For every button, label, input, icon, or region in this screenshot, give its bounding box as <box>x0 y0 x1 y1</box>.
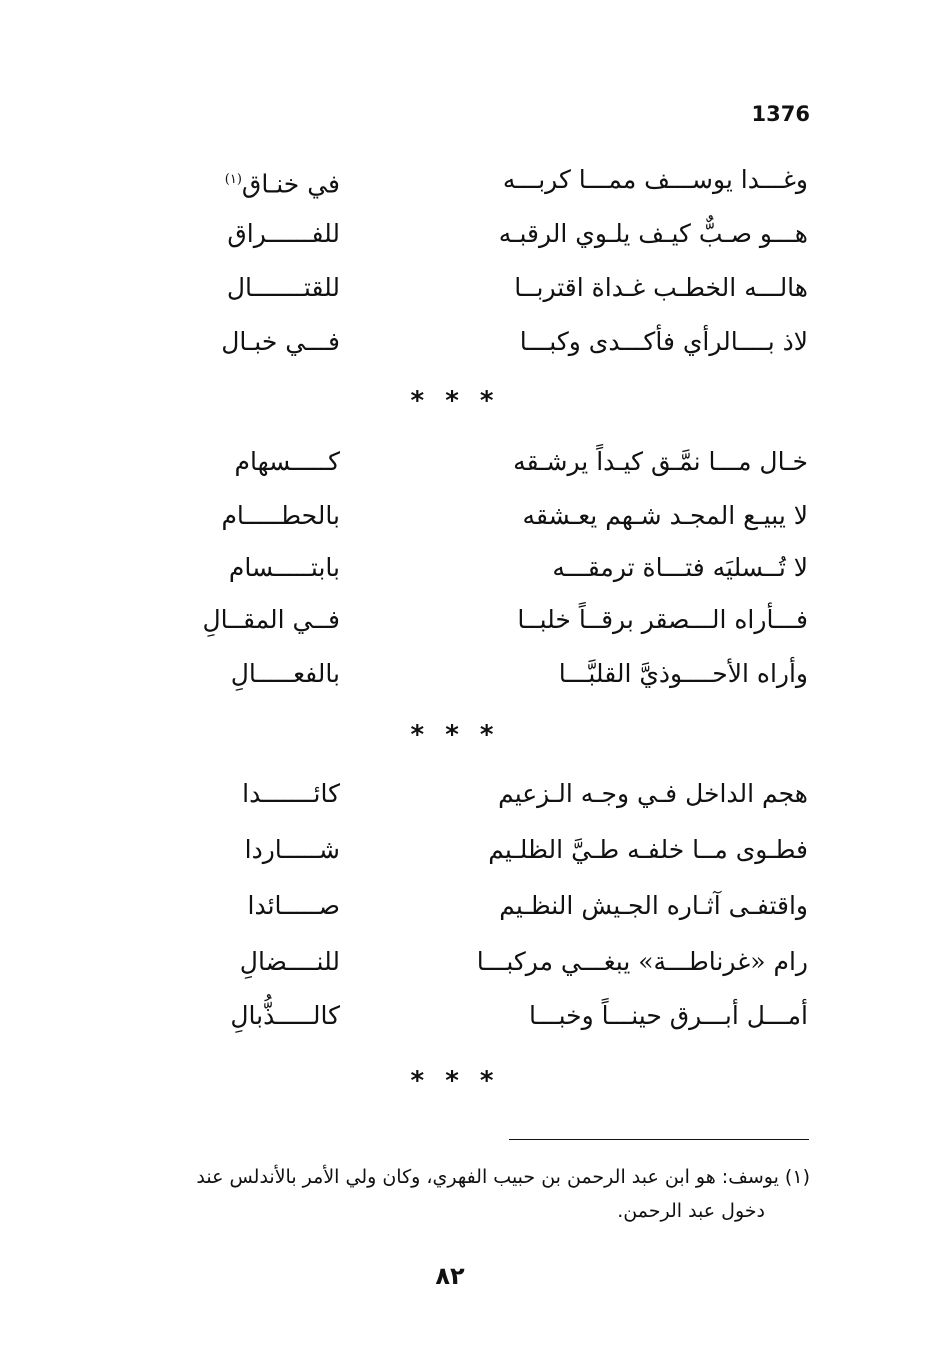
verse-first-hemistich: واقتفـى آثـاره الجـيش النظـيم <box>499 891 808 920</box>
verse-second-hemistich: بالفعـــــالِ <box>230 659 340 688</box>
verse-second-hemistich: للفــــــراق <box>227 219 340 248</box>
verse-second-hemistich: بالحطـــــام <box>221 501 340 530</box>
stanza-separator: * * * <box>410 720 500 750</box>
verse-second-hemistich: شـــــاردا <box>244 835 340 864</box>
verse-first-hemistich: وأراه الأحــــوذيَّ القلبَّـــا <box>558 659 808 688</box>
verse-line <box>0 496 938 536</box>
verse-first-hemistich: أمـــل أبـــرق حينـــاً وخبـــا <box>529 1001 808 1030</box>
verse-second-hemistich: للقتـــــــال <box>226 273 340 302</box>
page-identifier: 1376 <box>751 102 810 126</box>
verse-first-hemistich: هالـــه الخطـب غـداة اقتربــا <box>514 273 808 302</box>
footnote-marker: (١) <box>224 172 242 187</box>
page-number: ٨٢ <box>435 1262 465 1290</box>
verse-first-hemistich: لا تُــسليَه فتـــاة ترمقـــه <box>552 553 808 582</box>
verse-second-hemistich: صـــــائدا <box>247 891 340 920</box>
footnote-line: (١) يوسف: هو ابن عبد الرحمن بن حبيب الفهري، وكان ولي الأمر بالأندلس عند <box>196 1166 810 1188</box>
verse-line <box>0 214 938 254</box>
verse-first-hemistich: فطـوى مــا خلفـه طـيَّ الظلـيم <box>488 835 808 864</box>
verse-second-hemistich <box>200 160 340 204</box>
verse-line <box>0 442 938 482</box>
hemistich-text: في خنـاق <box>241 169 340 199</box>
verse-line <box>0 268 938 308</box>
verse-line <box>0 160 938 200</box>
verse-line <box>0 548 938 588</box>
stanza-separator: * * * <box>410 1066 500 1096</box>
verse-line <box>0 996 938 1036</box>
verse-line <box>0 942 938 982</box>
verse-line <box>0 322 938 362</box>
verse-second-hemistich: فـــي خبـال <box>221 327 340 356</box>
verse-first-hemistich: فـــأراه الـــصقر برقــاً خلبــا <box>517 605 808 634</box>
verse-second-hemistich: كـــــسهام <box>234 447 340 476</box>
stanza-separator: * * * <box>410 386 500 416</box>
verse-first-hemistich: خـال مـــا نمَّـق كيـداً يرشـقه <box>513 447 808 476</box>
verse-line <box>0 830 938 870</box>
verse-line <box>0 886 938 926</box>
verse-second-hemistich: كالـــــذُّبالِ <box>230 1001 340 1030</box>
verse-first-hemistich: هـــو صـبٌّ كيـف يلـوي الرقبـه <box>498 219 808 248</box>
verse-second-hemistich: فــي المقــالِ <box>202 605 340 634</box>
verse-first-hemistich: لاذ بــــالرأي فأكـــدى وكبـــا <box>519 327 808 356</box>
verse-second-hemistich: بابتـــــسام <box>228 553 340 582</box>
verse-line <box>0 600 938 640</box>
verse-second-hemistich: كائـــــــدا <box>242 779 340 808</box>
footnote <box>100 1160 810 1228</box>
footnote-divider <box>509 1139 809 1140</box>
footnote-line: دخول عبد الرحمن. <box>617 1200 765 1222</box>
verse-first-hemistich: هجم الداخل فـي وجـه الـزعيم <box>498 779 808 808</box>
verse-line <box>0 654 938 694</box>
verse-first-hemistich: لا يبيـع المجـد شـهم يعـشقه <box>522 501 808 530</box>
verse-second-hemistich: للنــــضالِ <box>239 947 340 976</box>
verse-first-hemistich: وغـــدا يوســـف ممـــا كربـــه <box>502 165 808 194</box>
verse-line <box>0 774 938 814</box>
verse-first-hemistich: رام «غرناطـــة» يبغـــي مركبـــا <box>476 947 808 976</box>
